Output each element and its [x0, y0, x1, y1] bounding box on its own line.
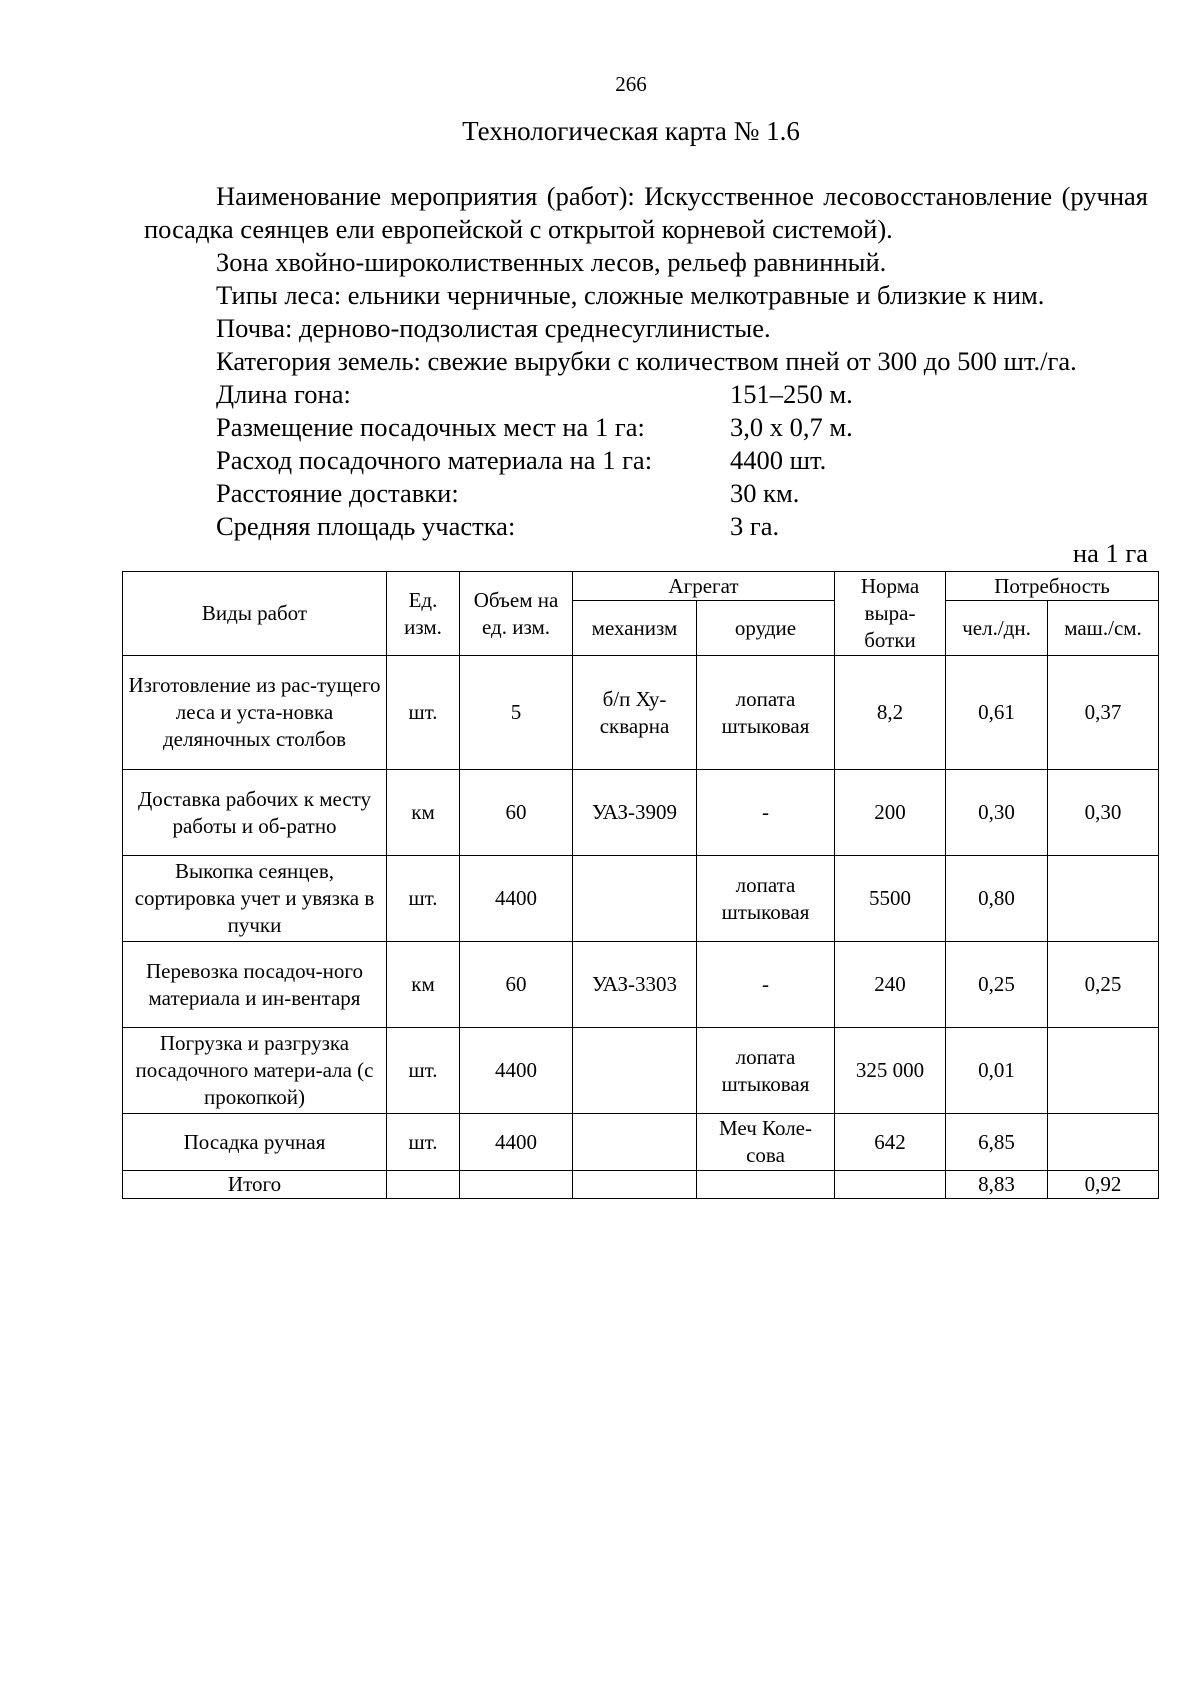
cell-mechanism: УАЗ-3909 [573, 770, 697, 856]
cell-machine-shifts: 0,25 [1048, 942, 1159, 1028]
empty-cell [835, 1171, 946, 1199]
cell-volume: 4400 [460, 1114, 573, 1171]
cell-unit: шт. [387, 1114, 460, 1171]
total-label: Итого [123, 1171, 387, 1199]
cell-norm: 8,2 [835, 656, 946, 770]
unit-note: на 1 га [1072, 538, 1148, 568]
param-value: 4400 шт. [730, 445, 827, 475]
param-row [144, 411, 1148, 444]
header-aggregate: Агрегат [573, 572, 835, 601]
cell-tool: лопата штыковая [697, 1028, 835, 1114]
table-row [123, 656, 1159, 770]
doc-title: Технологическая карта № 1.6 [462, 116, 800, 146]
cell-volume: 4400 [460, 1028, 573, 1114]
cell-man-days: 0,80 [946, 856, 1048, 942]
header-work-types: Виды работ [123, 572, 387, 656]
cell-work: Перевозка посадоч-ного материала и ин-вентаря [123, 942, 387, 1028]
header-mechanism: механизм [573, 601, 697, 656]
param-value: 3 га. [730, 511, 780, 541]
total-man-days: 8,83 [946, 1171, 1048, 1199]
cell-work: Доставка рабочих к месту работы и об-ратно [123, 770, 387, 856]
cell-volume: 60 [460, 942, 573, 1028]
param-row [144, 477, 1148, 510]
param-value: 3,0 х 0,7 м. [730, 412, 853, 442]
header-need: Потребность [946, 572, 1159, 601]
cell-unit: шт. [387, 656, 460, 770]
param-label: Размещение посадочных мест на 1 га: [216, 412, 645, 442]
param-label: Средняя площадь участка: [216, 511, 516, 541]
cell-norm: 200 [835, 770, 946, 856]
cell-machine-shifts: 0,37 [1048, 656, 1159, 770]
cell-tool: лопата штыковая [697, 656, 835, 770]
cell-unit: км [387, 942, 460, 1028]
cell-machine-shifts [1048, 1114, 1159, 1171]
cell-machine-shifts [1048, 856, 1159, 942]
cell-tool: - [697, 942, 835, 1028]
total-machine-shifts: 0,92 [1048, 1171, 1159, 1199]
cell-mechanism: УАЗ-3303 [573, 942, 697, 1028]
cell-mechanism [573, 1114, 697, 1171]
cell-unit: шт. [387, 1028, 460, 1114]
soil-text: Почва: дерново-подзолистая среднесуглинистые. [216, 313, 771, 343]
cell-work: Изготовление из рас-тущего леса и уста-новка деляночных столбов [123, 656, 387, 770]
cell-volume: 60 [460, 770, 573, 856]
page-number: 266 [615, 72, 647, 96]
cell-tool: - [697, 770, 835, 856]
cell-volume: 4400 [460, 856, 573, 942]
zone-text: Зона хвойно-широколиственных лесов, рельеф равнинный. [216, 247, 887, 277]
cell-volume: 5 [460, 656, 573, 770]
table-row [123, 856, 1159, 942]
cell-mechanism [573, 856, 697, 942]
cell-work: Посадка ручная [123, 1114, 387, 1171]
empty-cell [573, 1171, 697, 1199]
land-category-text: Категория земель: свежие вырубки с количеством пней от 300 до 500 шт./га. [216, 346, 1077, 376]
table-row [123, 770, 1159, 856]
table-row [123, 942, 1159, 1028]
empty-cell [460, 1171, 573, 1199]
cell-man-days: 6,85 [946, 1114, 1048, 1171]
cell-mechanism [573, 1028, 697, 1114]
intro-block [144, 180, 1148, 543]
param-row [144, 510, 1148, 543]
param-value: 30 км. [730, 478, 800, 508]
empty-cell [387, 1171, 460, 1199]
param-row [144, 378, 1148, 411]
table-row [123, 1114, 1159, 1171]
cell-man-days: 0,61 [946, 656, 1048, 770]
empty-cell [697, 1171, 835, 1199]
cell-norm: 642 [835, 1114, 946, 1171]
total-row [123, 1171, 1159, 1199]
header-volume: Объем на ед. изм. [460, 572, 573, 656]
cell-machine-shifts [1048, 1028, 1159, 1114]
cell-man-days: 0,25 [946, 942, 1048, 1028]
param-value: 151–250 м. [730, 379, 853, 409]
param-label: Длина гона: [216, 379, 351, 409]
param-label: Расстояние доставки: [216, 478, 459, 508]
forest-types-text: Типы леса: ельники черничные, сложные мелкотравные и близкие к ним. [216, 280, 1045, 310]
cell-machine-shifts: 0,30 [1048, 770, 1159, 856]
cell-norm: 240 [835, 942, 946, 1028]
param-row [144, 444, 1148, 477]
work-table [122, 571, 1159, 1199]
cell-mechanism: б/п Ху-скварна [573, 656, 697, 770]
cell-work: Погрузка и разгрузка посадочного матери-ала (с прокопкой) [123, 1028, 387, 1114]
cell-man-days: 0,30 [946, 770, 1048, 856]
header-tool: орудие [697, 601, 835, 656]
header-norm: Норма выра-ботки [835, 572, 946, 656]
cell-tool: Меч Коле-сова [697, 1114, 835, 1171]
param-label: Расход посадочного материала на 1 га: [216, 445, 653, 475]
cell-norm: 5500 [835, 856, 946, 942]
cell-unit: км [387, 770, 460, 856]
header-unit: Ед. изм. [387, 572, 460, 656]
table-row [123, 1028, 1159, 1114]
header-man-days: чел./дн. [946, 601, 1048, 656]
cell-man-days: 0,01 [946, 1028, 1048, 1114]
measure-text: Наименование мероприятия (работ): Искусственное лесовосстановление (ручная посадка сеянцев ели европейской с открытой корневой системой). [144, 181, 1148, 244]
cell-unit: шт. [387, 856, 460, 942]
header-machine-shifts: маш./см. [1048, 601, 1159, 656]
cell-tool: лопата штыковая [697, 856, 835, 942]
cell-work: Выкопка сеянцев, сортировка учет и увязка в пучки [123, 856, 387, 942]
cell-norm: 325 000 [835, 1028, 946, 1114]
